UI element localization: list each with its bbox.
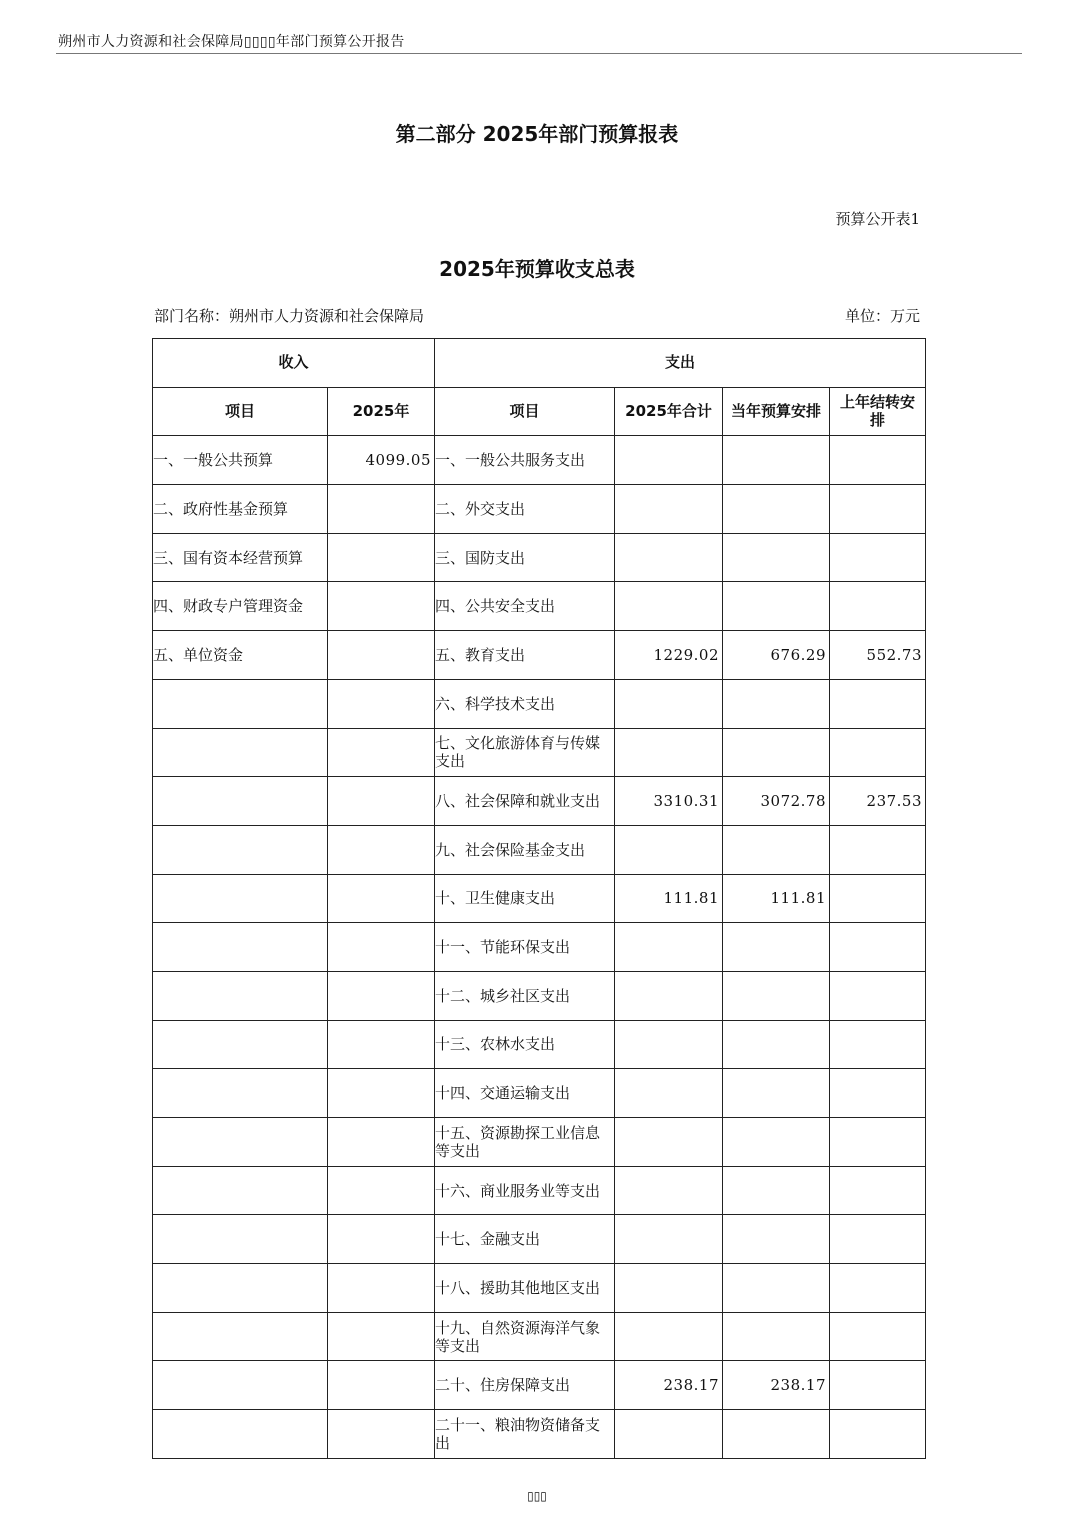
income-value-cell xyxy=(328,631,435,680)
income-item-cell xyxy=(153,679,328,728)
table-code: 预算公开表1 xyxy=(835,210,920,228)
table-title: 2025年预算收支总表 xyxy=(439,257,635,281)
table-row xyxy=(153,777,926,826)
expense-item-cell: 二、外交支出 xyxy=(435,485,615,534)
income-item-cell xyxy=(153,923,328,972)
expense-current-cell xyxy=(723,1069,830,1118)
income-item-cell xyxy=(153,728,328,777)
expense-total-header: 2025年合计 xyxy=(615,387,723,436)
unit-label: 单位：万元 xyxy=(844,307,920,325)
expense-carryover-cell xyxy=(830,728,926,777)
expense-total-cell xyxy=(615,436,723,485)
expense-total-cell xyxy=(615,533,723,582)
expense-item-cell: 十九、自然资源海洋气象等支出 xyxy=(435,1312,615,1361)
income-item-cell xyxy=(153,1020,328,1069)
income-item-cell xyxy=(153,1410,328,1459)
expense-carryover-cell xyxy=(830,1215,926,1264)
income-item-cell: 二、政府性基金预算 xyxy=(153,485,328,534)
table-row xyxy=(153,1166,926,1215)
expense-item-cell: 六、科学技术支出 xyxy=(435,679,615,728)
header-column-row xyxy=(153,387,926,436)
income-value-cell xyxy=(328,923,435,972)
income-group-header: 收入 xyxy=(153,339,435,388)
expense-carryover-cell xyxy=(830,582,926,631)
expense-item-cell: 七、文化旅游体育与传媒支出 xyxy=(435,728,615,777)
income-item-cell: 四、财政专户管理资金 xyxy=(153,582,328,631)
income-value-cell xyxy=(328,1069,435,1118)
expense-item-cell: 十、卫生健康支出 xyxy=(435,874,615,923)
income-item-cell xyxy=(153,1312,328,1361)
expense-carryover-cell: 552.73 xyxy=(830,631,926,680)
expense-total-cell xyxy=(615,1264,723,1313)
income-value-cell xyxy=(328,1264,435,1313)
expense-current-cell xyxy=(723,971,830,1020)
expense-item-cell: 十三、农林水支出 xyxy=(435,1020,615,1069)
expense-current-cell: 3072.78 xyxy=(723,777,830,826)
table-row xyxy=(153,1264,926,1313)
expense-total-cell xyxy=(615,825,723,874)
income-item-cell xyxy=(153,825,328,874)
expense-current-cell xyxy=(723,485,830,534)
table-row xyxy=(153,679,926,728)
expense-carryover-cell xyxy=(830,1361,926,1410)
expense-current-cell xyxy=(723,679,830,728)
expense-total-cell xyxy=(615,923,723,972)
income-value-cell xyxy=(328,1166,435,1215)
table-row xyxy=(153,874,926,923)
income-value-cell xyxy=(328,728,435,777)
income-value-cell xyxy=(328,1410,435,1459)
income-value-cell xyxy=(328,533,435,582)
income-item-cell xyxy=(153,1264,328,1313)
expense-current-cell xyxy=(723,1264,830,1313)
income-item-cell xyxy=(153,777,328,826)
expense-carryover-cell xyxy=(830,971,926,1020)
expense-total-cell xyxy=(615,1069,723,1118)
income-item-cell xyxy=(153,1361,328,1410)
expense-current-cell xyxy=(723,582,830,631)
expense-group-header: 支出 xyxy=(435,339,926,388)
expense-current-cell xyxy=(723,1410,830,1459)
expense-current-cell: 238.17 xyxy=(723,1361,830,1410)
table-row xyxy=(153,1215,926,1264)
expense-total-cell xyxy=(615,1410,723,1459)
income-value-cell xyxy=(328,1312,435,1361)
income-value-cell xyxy=(328,777,435,826)
income-value-cell xyxy=(328,971,435,1020)
income-year-header: 2025年 xyxy=(328,387,435,436)
income-value-cell xyxy=(328,1215,435,1264)
department-name: 部门名称：朔州市人力资源和社会保障局 xyxy=(154,307,425,325)
expense-total-cell xyxy=(615,728,723,777)
table-row xyxy=(153,1069,926,1118)
expense-carryover-cell xyxy=(830,436,926,485)
expense-item-cell: 十七、金融支出 xyxy=(435,1215,615,1264)
report-header: 朔州市人力资源和社会保障局▯▯▯▯年部门预算公开报告 xyxy=(58,34,405,50)
expense-carryover-header: 上年结转安排 xyxy=(830,387,926,436)
table-row xyxy=(153,631,926,680)
expense-carryover-cell xyxy=(830,923,926,972)
income-item-cell xyxy=(153,1118,328,1167)
expense-total-cell: 238.17 xyxy=(615,1361,723,1410)
table-row xyxy=(153,825,926,874)
income-item-cell xyxy=(153,874,328,923)
expense-item-cell: 十六、商业服务业等支出 xyxy=(435,1166,615,1215)
income-value-cell xyxy=(328,1020,435,1069)
income-item-cell: 三、国有资本经营预算 xyxy=(153,533,328,582)
income-item-header: 项目 xyxy=(153,387,328,436)
expense-item-cell: 五、教育支出 xyxy=(435,631,615,680)
table-row xyxy=(153,533,926,582)
expense-current-cell xyxy=(723,1020,830,1069)
expense-total-cell: 1229.02 xyxy=(615,631,723,680)
income-value-cell xyxy=(328,1118,435,1167)
expense-total-cell xyxy=(615,582,723,631)
expense-current-cell xyxy=(723,1166,830,1215)
expense-carryover-cell xyxy=(830,1312,926,1361)
expense-item-cell: 十五、资源勘探工业信息等支出 xyxy=(435,1118,615,1167)
expense-current-cell xyxy=(723,1312,830,1361)
expense-total-cell xyxy=(615,679,723,728)
expense-carryover-cell xyxy=(830,1020,926,1069)
expense-current-cell: 676.29 xyxy=(723,631,830,680)
expense-current-cell xyxy=(723,1215,830,1264)
expense-total-cell xyxy=(615,1118,723,1167)
expense-carryover-cell xyxy=(830,874,926,923)
expense-current-cell xyxy=(723,436,830,485)
budget-summary-table xyxy=(152,338,926,1459)
income-value-cell xyxy=(328,582,435,631)
income-value-cell xyxy=(328,874,435,923)
expense-carryover-cell xyxy=(830,1410,926,1459)
table-row xyxy=(153,971,926,1020)
expense-total-cell: 111.81 xyxy=(615,874,723,923)
expense-total-cell: 3310.31 xyxy=(615,777,723,826)
header-divider xyxy=(56,53,1022,54)
expense-current-cell xyxy=(723,728,830,777)
expense-total-cell xyxy=(615,971,723,1020)
income-item-cell xyxy=(153,1069,328,1118)
expense-carryover-cell xyxy=(830,679,926,728)
income-value-cell xyxy=(328,825,435,874)
expense-carryover-cell xyxy=(830,825,926,874)
table-row xyxy=(153,485,926,534)
expense-item-cell: 四、公共安全支出 xyxy=(435,582,615,631)
expense-item-cell: 十二、城乡社区支出 xyxy=(435,971,615,1020)
table-row xyxy=(153,1410,926,1459)
expense-total-cell xyxy=(615,1215,723,1264)
table-row xyxy=(153,728,926,777)
income-value-cell xyxy=(328,679,435,728)
expense-item-cell: 八、社会保障和就业支出 xyxy=(435,777,615,826)
income-value-cell xyxy=(328,485,435,534)
expense-carryover-cell xyxy=(830,1264,926,1313)
expense-carryover-cell xyxy=(830,1069,926,1118)
table-row xyxy=(153,1020,926,1069)
income-value-cell: 4099.05 xyxy=(328,436,435,485)
expense-total-cell xyxy=(615,1312,723,1361)
expense-item-cell: 二十、住房保障支出 xyxy=(435,1361,615,1410)
table-row xyxy=(153,923,926,972)
income-item-cell: 一、一般公共预算 xyxy=(153,436,328,485)
expense-item-cell: 十四、交通运输支出 xyxy=(435,1069,615,1118)
part-title: 第二部分 2025年部门预算报表 xyxy=(395,122,679,146)
income-item-cell xyxy=(153,1166,328,1215)
income-item-cell xyxy=(153,1215,328,1264)
expense-current-cell xyxy=(723,533,830,582)
income-item-cell xyxy=(153,971,328,1020)
expense-current-cell xyxy=(723,923,830,972)
expense-carryover-cell xyxy=(830,1118,926,1167)
income-item-cell: 五、单位资金 xyxy=(153,631,328,680)
expense-current-cell xyxy=(723,1118,830,1167)
page-number: ▯▯▯ xyxy=(527,1489,547,1503)
expense-item-cell: 十一、节能环保支出 xyxy=(435,923,615,972)
expense-carryover-cell xyxy=(830,1166,926,1215)
expense-carryover-cell: 237.53 xyxy=(830,777,926,826)
expense-total-cell xyxy=(615,1020,723,1069)
expense-item-cell: 三、国防支出 xyxy=(435,533,615,582)
expense-current-cell xyxy=(723,825,830,874)
table-row xyxy=(153,1361,926,1410)
budget-table-body xyxy=(153,436,926,1458)
header-group-row xyxy=(153,339,926,388)
income-value-cell xyxy=(328,1361,435,1410)
expense-total-cell xyxy=(615,485,723,534)
table-row xyxy=(153,1118,926,1167)
expense-current-cell: 111.81 xyxy=(723,874,830,923)
expense-current-header: 当年预算安排 xyxy=(723,387,830,436)
expense-carryover-cell xyxy=(830,533,926,582)
expense-item-cell: 九、社会保险基金支出 xyxy=(435,825,615,874)
table-row xyxy=(153,582,926,631)
table-row xyxy=(153,436,926,485)
expense-item-cell: 一、一般公共服务支出 xyxy=(435,436,615,485)
expense-item-header: 项目 xyxy=(435,387,615,436)
expense-item-cell: 二十一、粮油物资储备支出 xyxy=(435,1410,615,1459)
table-row xyxy=(153,1312,926,1361)
expense-carryover-cell xyxy=(830,485,926,534)
expense-total-cell xyxy=(615,1166,723,1215)
expense-item-cell: 十八、援助其他地区支出 xyxy=(435,1264,615,1313)
